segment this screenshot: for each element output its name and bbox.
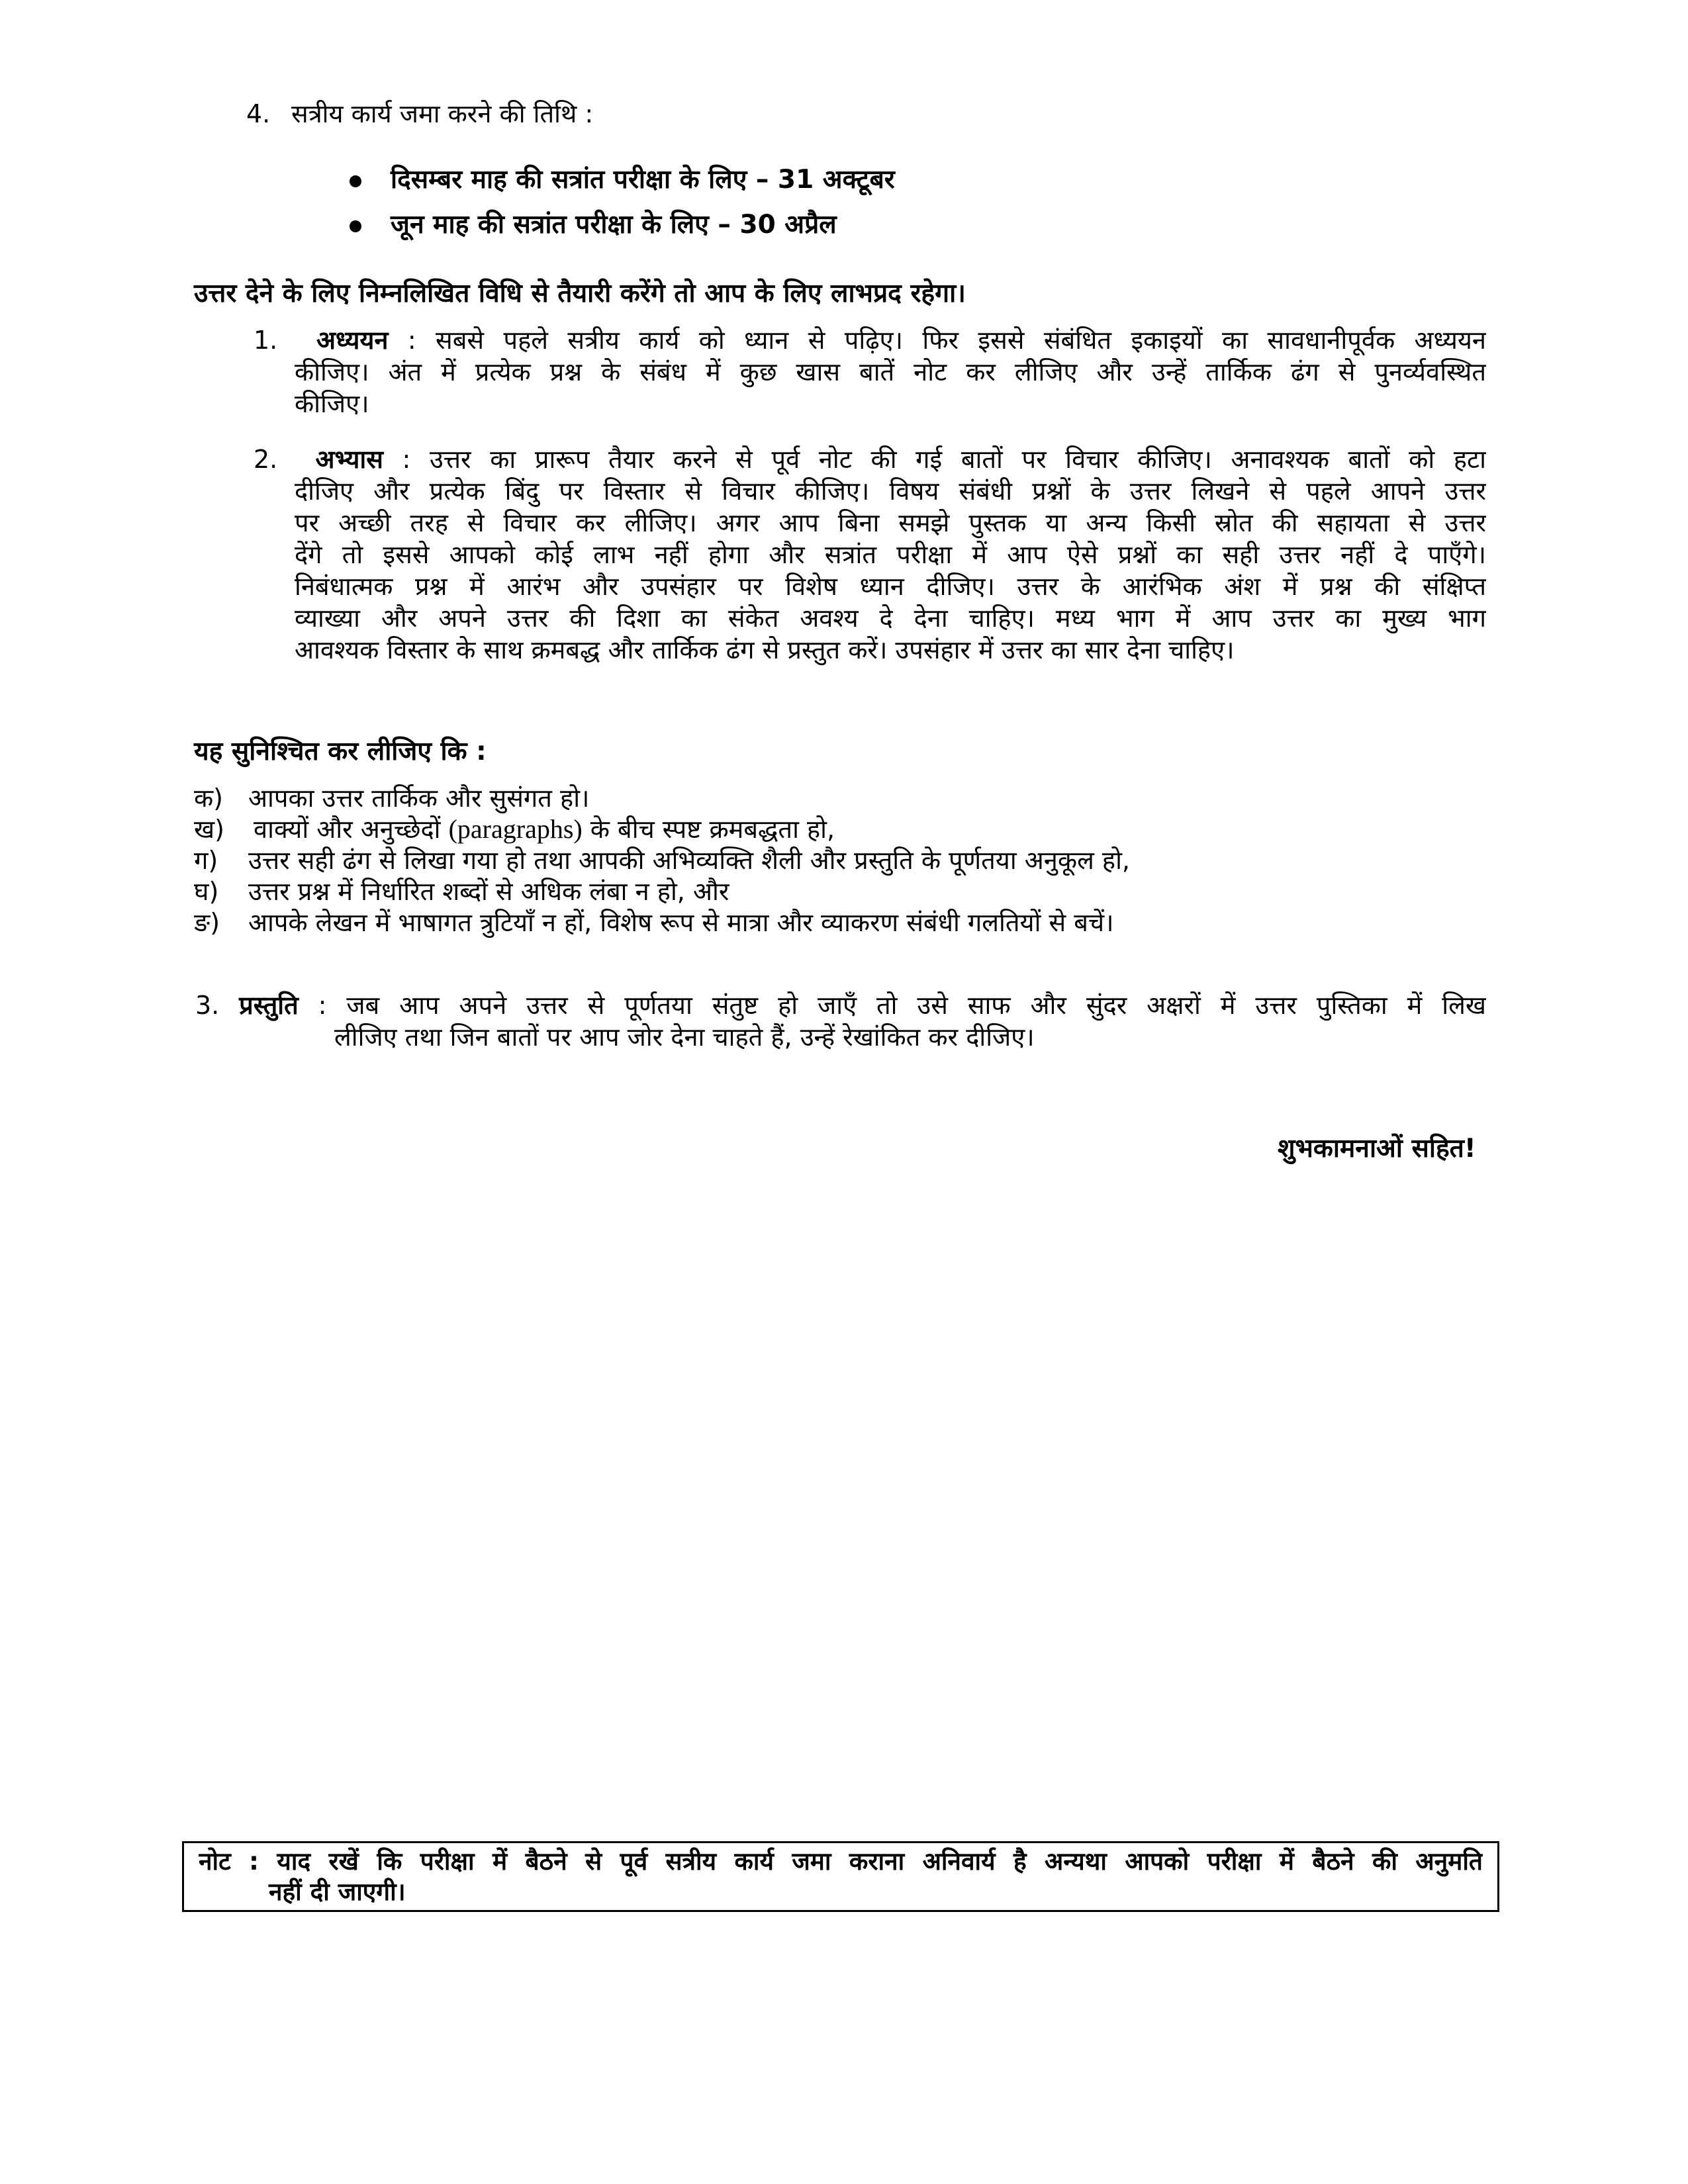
june-deadline: जून माह की सत्रांत परीक्षा के लिए – 30 अप्रैल <box>391 210 837 240</box>
item-text: आपके लेखन में भाषागत त्रुटियाँ न हों, विशेष रूप से मात्रा और व्याकरण संबंधी गलतियों से बचें। <box>248 908 1114 937</box>
step-text: देंगे तो इससे आपको कोई लाभ नहीं होगा और सत्रांत परीक्षा में आप ऐसे प्रश्नों का सही उत्तर नहीं दे पाएँगे। <box>295 540 1486 569</box>
step-text: सबसे पहले सत्रीय कार्य को ध्यान से पढ़िए। फिर इससे संबंधित इकाइयों का सावधानीपूर्वक अध्ययन <box>436 326 1486 355</box>
item-text: उत्तर सही ढंग से लिखा गया हो तथा आपकी अभिव्यक्ति शैली और प्रस्तुति के पूर्णतया अनुकूल हो, <box>248 846 1131 875</box>
december-deadline: दिसम्बर माह की सत्रांत परीक्षा के लिए – 31 अक्टूबर <box>391 165 895 195</box>
step-text: लीजिए तथा जिन बातों पर आप जोर देना चाहते हैं, उन्हें रेखांकित कर दीजिए। <box>334 1023 1035 1052</box>
step-text: निबंधात्मक प्रश्न में आरंभ और उपसंहार पर विशेष ध्यान दीजिए। उत्तर के आरंभिक अंश में प्रश्न की संक्षिप्त <box>295 572 1486 601</box>
item-text: उत्तर प्रश्न में निर्धारित शब्दों से अधिक लंबा न हो, और <box>248 877 729 906</box>
note-line-1: नोट : याद रखें कि परीक्षा में बैठने से पूर्व सत्रीय कार्य जमा कराना अनिवार्य है अन्यथा आपको परीक्षा में बैठने की अनुमति <box>199 1847 1483 1876</box>
ensure-item <box>194 813 1505 844</box>
ensure-item <box>194 782 1505 813</box>
step-text: कीजिए। अंत में प्रत्येक प्रश्न के संबंध में कुछ खास बातें नोट कर लीजिए और उन्हें तार्किक ढंग से पुनर्व्यवस्थित <box>295 357 1486 387</box>
step-text: आवश्यक विस्तार के साथ क्रमबद्ध और तार्किक ढंग से प्रस्तुत करें। उपसंहार में उत्तर का सार देना चाहिए। <box>295 635 1235 664</box>
step-text: व्याख्या और अपने उत्तर की दिशा का संकेत अवश्य दे देना चाहिए। मध्य भाग में आप उत्तर का मुख्य भाग <box>295 604 1486 633</box>
ensure-item <box>194 844 1505 876</box>
step-text: जब आप अपने उत्तर से पूर्णतया संतुष्ट हो जाएँ तो उसे साफ और सुंदर अक्षरों में उत्तर पुस्तिका में लिख <box>346 991 1486 1020</box>
preparation-heading: उत्तर देने के लिए निम्नलिखित विधि से तैयारी करेंगे तो आप के लिए लाभप्रद रहेगा। <box>194 279 966 308</box>
step-text: दीजिए और प्रत्येक बिंदु पर विस्तार से विचार कीजिए। विषय संबंधी प्रश्नों के उत्तर लिखने से पहले आपने उत्तर <box>295 477 1486 506</box>
bullet-icon <box>350 220 361 232</box>
step-title: प्रस्तुति <box>239 991 299 1020</box>
step-number: 2. <box>254 445 278 474</box>
item-marker: ग) <box>194 846 218 875</box>
ensure-heading: यह सुनिश्चित कर लीजिए कि : <box>194 737 487 766</box>
item-text: आपका उत्तर तार्किक और सुसंगत हो। <box>248 784 590 813</box>
step-number: 3. <box>195 991 220 1020</box>
step-text: पर अच्छी तरह से विचार कर लीजिए। अगर आप बिना समझे पुस्तक या अन्य किसी स्रोत की सहायता से उत्तर <box>295 508 1486 537</box>
item-marker: ख) <box>194 815 224 844</box>
note-box <box>182 1841 1499 1912</box>
ensure-list <box>194 782 1505 938</box>
bullet-icon <box>350 175 361 187</box>
step-presentation: 3. प्रस्तुति : जब आप अपने उत्तर से पूर्णतया संतुष्ट हो जाएँ तो उसे साफ और सुंदर अक्षरों में उत्तर पुस्तिका में लिख लीजिए तथा जिन बातों पर आप जोर देना चाहते हैं, उन्हें रेखांकित कर दीजिए। <box>195 991 1486 1052</box>
item-marker: घ) <box>194 877 219 906</box>
step-study: 1. अध्ययन : सबसे पहले सत्रीय कार्य को ध्यान से पढ़िए। फिर इससे संबंधित इकाइयों का सावधानीपूर्वक अध्ययन कीजिए। अंत में प्रत्येक प्रश्न के संबंध में कुछ खास बातें नोट कर लीजिए और उन्हें तार्किक ढंग से पुनर्व्यवस्थित कीजिए। <box>254 326 1486 418</box>
step-text: उत्तर का प्रारूप तैयार करने से पूर्व नोट की गई बातों पर विचार कीजिए। अनावश्यक बातों को हटा <box>429 445 1486 474</box>
note-line-2: नहीं दी जाएगी। <box>269 1878 406 1906</box>
step-title: अध्ययन <box>316 326 389 355</box>
item-text-english: (paragraphs) <box>448 814 583 844</box>
section-4-number: 4. <box>246 99 271 128</box>
step-text: कीजिए। <box>295 389 369 418</box>
step-title: अभ्यास <box>315 445 383 474</box>
closing-wishes: शुभकामनाओं सहित! <box>1278 1134 1476 1163</box>
item-text: के बीच स्पष्ट क्रमबद्धता हो, <box>582 815 835 844</box>
ensure-item <box>194 876 1505 907</box>
section-4-heading: सत्रीय कार्य जमा करने की तिथि : <box>291 99 594 128</box>
item-text: वाक्यों और अनुच्छेदों <box>254 815 449 844</box>
step-practice: 2. अभ्यास : उत्तर का प्रारूप तैयार करने से पूर्व नोट की गई बातों पर विचार कीजिए। अनावश्यक बातों को हटा दीजिए और प्रत्येक बिंदु पर विस्तार से विचार कीजिए। विषय संबंधी प्रश्नों के उत्तर लिखने से पहले आपने उत्तर पर अच्छी तरह से विचार कर लीजिए। अगर आप बिना समझे पुस्तक या अन्य किसी स्रोत की सहायता से उत्तर देंगे तो इससे आपको कोई लाभ नहीं होगा और सत्रांत परीक्षा में आप ऐसे प्रश्नों का सही उत्तर नहीं दे पाएँगे। निबंधात्मक प्रश्न में आरंभ और उपसंहार पर विशेष ध्यान दीजिए। उत्तर के आरंभिक अंश में प्रश्न की संक्षिप्त व्याख्या और अपने उत्तर की दिशा का संकेत अवश्य दे देना चाहिए। मध्य भाग में आप उत्तर का मुख्य भाग आवश्यक विस्तार के साथ क्रमबद्ध और तार्किक ढंग से प्रस्तुत करें। उपसंहार में उत्तर का सार देना चाहिए। <box>254 445 1486 664</box>
item-marker: ङ) <box>194 908 220 937</box>
ensure-item <box>194 907 1505 938</box>
item-marker: क) <box>194 784 224 813</box>
step-number: 1. <box>254 326 278 355</box>
